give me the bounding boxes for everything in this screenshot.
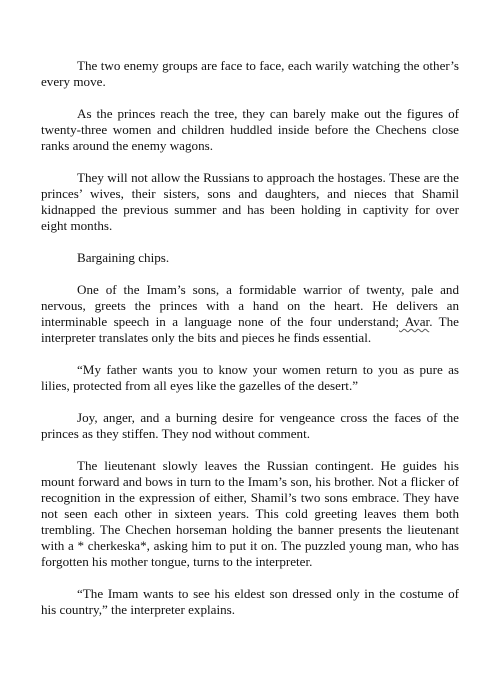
paragraph-7: Joy, anger, and a burning desire for vengeance cross the faces of the princes as they stiffen. They nod without comment. [41, 410, 459, 441]
paragraph-5-text-before: One of the Imam’s sons, a formidable warrior of twenty, pale and nervous, greets the princes with a hand on the heart. He delivers an interminable speech in a language none of the four understand; [41, 282, 459, 329]
paragraph-9: “The Imam wants to see his eldest son dressed only in the costume of his country,” the interpreter explains. [41, 586, 459, 617]
paragraph-6: “My father wants you to know your women return to you as pure as lilies, protected from all eyes like the gazelles of the desert.” [41, 362, 459, 393]
document-page [41, 58, 459, 634]
paragraph-1: The two enemy groups are face to face, each warily watching the other’s every move. [41, 58, 459, 89]
paragraph-3: They will not allow the Russians to approach the hostages. These are the princes’ wives, their sisters, sons and daughters, and nieces that Shamil kidnapped the previous summer and has been holding in captivity for over eight months. [41, 170, 459, 233]
spellcheck-flagged-word: Avar [399, 314, 430, 329]
paragraph-5 [41, 282, 459, 346]
paragraph-8: The lieutenant slowly leaves the Russian contingent. He guides his mount forward and bows in turn to the Imam’s son, his brother. Not a flicker of recognition in the expression of either, Shamil’s two sons embrace. They have not seen each other in sixteen years. This cold greeting leaves them both trembling. The Chechen horseman holding the banner presents the lieutenant with a * cherkeska*, asking him to put it on. The puzzled young man, who has forgotten his mother tongue, turns to the interpreter. [41, 458, 459, 569]
paragraph-5-text-after: . The interpreter translates only the bits and pieces he finds essential. [41, 314, 459, 345]
paragraph-4: Bargaining chips. [77, 250, 170, 265]
paragraph-2: As the princes reach the tree, they can barely make out the figures of twenty-three women and children huddled inside before the Chechens close ranks around the enemy wagons. [41, 106, 459, 153]
